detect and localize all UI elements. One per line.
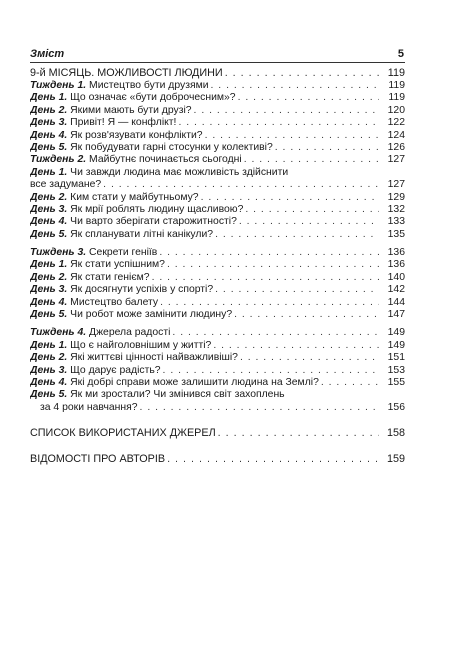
leader-dots [201, 192, 379, 204]
leader-dots [245, 204, 379, 216]
toc-day-entry[interactable] [30, 352, 405, 364]
leader-dots [215, 229, 379, 241]
leader-dots [234, 309, 379, 321]
day-page: 122 [387, 117, 405, 129]
leader-dots [152, 272, 379, 284]
week-title: Джерела радості [89, 327, 171, 339]
day-title: Як ми зростали? Чи змінився світ захоплень [70, 389, 285, 401]
day-title: Які добрі справи може залишити людина на Землі? [70, 376, 319, 388]
toc-week-entry[interactable] [30, 327, 405, 339]
leader-dots [238, 92, 379, 104]
day-title: Чи варто зберігати старожитності? [70, 216, 237, 228]
leader-dots [218, 426, 379, 440]
toc-day-entry[interactable] [30, 229, 405, 241]
day-label: День 3. [30, 117, 68, 129]
leader-dots [140, 402, 379, 414]
day-page: 136 [387, 259, 405, 271]
header-page-number: 5 [397, 48, 404, 60]
week-page: 119 [388, 80, 405, 91]
toc-day-entry-continuation[interactable] [30, 179, 405, 191]
day-label: День 5. [30, 389, 68, 401]
leader-dots [159, 247, 379, 259]
back-page: 159 [386, 453, 405, 466]
day-title: Чи робот може замінити людину? [70, 309, 233, 321]
leader-dots [239, 216, 379, 228]
day-page: 132 [387, 203, 405, 215]
day-title: Ким стати у майбутньому? [70, 191, 199, 203]
toc-day-entry[interactable] [30, 272, 405, 284]
toc-day-entry[interactable] [30, 377, 405, 389]
toc-day-entry[interactable] [30, 117, 405, 129]
toc-day-entry[interactable] [30, 204, 405, 216]
day-title: Чи завжди людина має можливість здійснити [70, 166, 289, 178]
toc-day-entry-first-line[interactable] [30, 167, 405, 179]
day-page: 149 [387, 339, 405, 351]
day-title: Мистецтво балету [70, 296, 159, 308]
toc-back-matter-entry[interactable] [30, 452, 405, 466]
toc-day-entry[interactable] [30, 105, 405, 117]
running-header [30, 44, 404, 60]
day-label: День 5. [30, 141, 68, 153]
toc-day-entry[interactable] [30, 259, 405, 271]
day-title: Як стати успішним? [70, 259, 165, 271]
day-label: День 1. [30, 339, 68, 351]
header-title: Зміст [30, 48, 65, 60]
toc-day-entry[interactable] [30, 340, 405, 352]
leader-dots [215, 284, 379, 296]
leader-dots [275, 142, 379, 154]
day-label: День 4. [30, 296, 68, 308]
leader-dots [225, 66, 379, 80]
week-label: Тиждень 4. [30, 327, 87, 339]
week-label: Тиждень 1. [30, 80, 87, 91]
leader-dots [321, 377, 379, 389]
day-page: 155 [387, 376, 405, 388]
back-page: 158 [386, 427, 405, 440]
leader-dots [244, 154, 379, 166]
leader-dots [103, 179, 379, 191]
toc-day-entry[interactable] [30, 365, 405, 377]
day-label: День 1. [30, 259, 68, 271]
day-label: День 3. [30, 364, 68, 376]
day-title: Що є найголовнішим у житті? [70, 339, 212, 351]
day-label: День 3. [30, 284, 68, 296]
day-page: 140 [387, 271, 405, 283]
week-page: 149 [387, 327, 405, 339]
leader-dots [172, 327, 379, 339]
day-label: День 5. [30, 228, 68, 240]
leader-dots [167, 259, 379, 271]
toc-day-entry[interactable] [30, 284, 405, 296]
toc-day-entry[interactable] [30, 297, 405, 309]
week-title: Секрети геніїв [89, 247, 158, 259]
toc-day-entry[interactable] [30, 130, 405, 142]
week-page: 127 [387, 154, 405, 166]
day-label: День 2. [30, 104, 68, 116]
day-label: День 2. [30, 191, 68, 203]
day-label: День 3. [30, 203, 68, 215]
day-page: 135 [387, 228, 405, 240]
day-page: 151 [387, 352, 405, 364]
day-label: День 2. [30, 352, 68, 364]
day-page: 142 [387, 284, 405, 296]
leader-dots [163, 365, 379, 377]
day-title: Як побудувати гарні стосунки у колективі? [70, 141, 273, 153]
day-label: День 5. [30, 309, 68, 321]
day-title-continuation: все задумане? [30, 179, 102, 191]
toc-day-entry-continuation[interactable] [30, 402, 405, 414]
toc-day-entry[interactable] [30, 92, 405, 104]
day-page: 153 [387, 364, 405, 376]
day-page: 147 [387, 309, 405, 321]
day-page: 120 [387, 104, 405, 116]
back-title: СПИСОК ВИКОРИСТАНИХ ДЖЕРЕЛ [30, 427, 216, 440]
day-page: 119 [388, 92, 405, 104]
toc-day-entry[interactable] [30, 216, 405, 228]
week-title: Майбутнє починається сьогодні [89, 154, 242, 166]
toc-week-entry[interactable] [30, 154, 405, 166]
toc-day-entry[interactable] [30, 192, 405, 204]
toc-week-entry[interactable] [30, 247, 405, 259]
week-title: Мистецтво бути друзями [89, 80, 209, 91]
day-title: Як мрії роблять людину щасливою? [70, 203, 244, 215]
day-title: Які життєві цінності найважливіші? [70, 352, 238, 364]
header-rule [30, 62, 405, 63]
leader-dots [167, 452, 379, 466]
table-of-contents [30, 66, 405, 466]
week-label: Тиждень 2. [30, 154, 87, 166]
section-page: 119 [387, 67, 405, 79]
toc-day-entry[interactable] [30, 142, 405, 154]
day-page: 156 [387, 401, 405, 413]
day-title: Привіт! Я — конфлікт! [70, 117, 177, 129]
toc-back-matter-entry[interactable] [30, 426, 405, 440]
week-page: 136 [387, 247, 405, 259]
day-label: День 1. [30, 92, 68, 104]
day-label: День 4. [30, 129, 68, 141]
toc-day-entry[interactable] [30, 309, 405, 321]
day-page: 126 [387, 141, 405, 153]
day-page: 133 [387, 216, 405, 228]
back-title: ВІДОМОСТІ ПРО АВТОРІВ [30, 453, 166, 466]
toc-section-entry[interactable] [30, 66, 405, 80]
leader-dots [178, 117, 379, 129]
leader-dots [211, 80, 379, 92]
day-label: День 2. [30, 271, 68, 283]
day-title: Як досягнути успіхів у спорті? [70, 284, 214, 296]
day-title: Якими мають бути друзі? [70, 104, 192, 116]
day-page: 129 [387, 191, 405, 203]
leader-dots [205, 130, 379, 142]
leader-dots [160, 297, 379, 309]
day-title: Як стати генієм? [70, 271, 150, 283]
day-label: День 4. [30, 376, 68, 388]
day-label: День 1. [30, 166, 68, 178]
leader-dots [240, 352, 379, 364]
day-title: Як спланувати літні канікули? [70, 228, 214, 240]
leader-dots [194, 105, 379, 117]
day-page: 127 [387, 179, 405, 191]
toc-day-entry-first-line[interactable] [30, 389, 405, 401]
toc-week-entry[interactable] [30, 80, 405, 92]
day-title: Що означає «бути доброчесним»? [70, 92, 236, 104]
day-title-continuation: за 4 роки навчання? [40, 401, 138, 413]
day-page: 124 [387, 129, 405, 141]
day-page: 144 [387, 296, 405, 308]
week-label: Тиждень 3. [30, 247, 87, 259]
day-title: Що дарує радість? [70, 364, 161, 376]
section-title: 9-й МІСЯЦЬ. МОЖЛИВОСТІ ЛЮДИНИ [30, 67, 223, 79]
day-label: День 4. [30, 216, 68, 228]
leader-dots [213, 340, 379, 352]
day-title: Як розв'язувати конфлікти? [70, 129, 203, 141]
